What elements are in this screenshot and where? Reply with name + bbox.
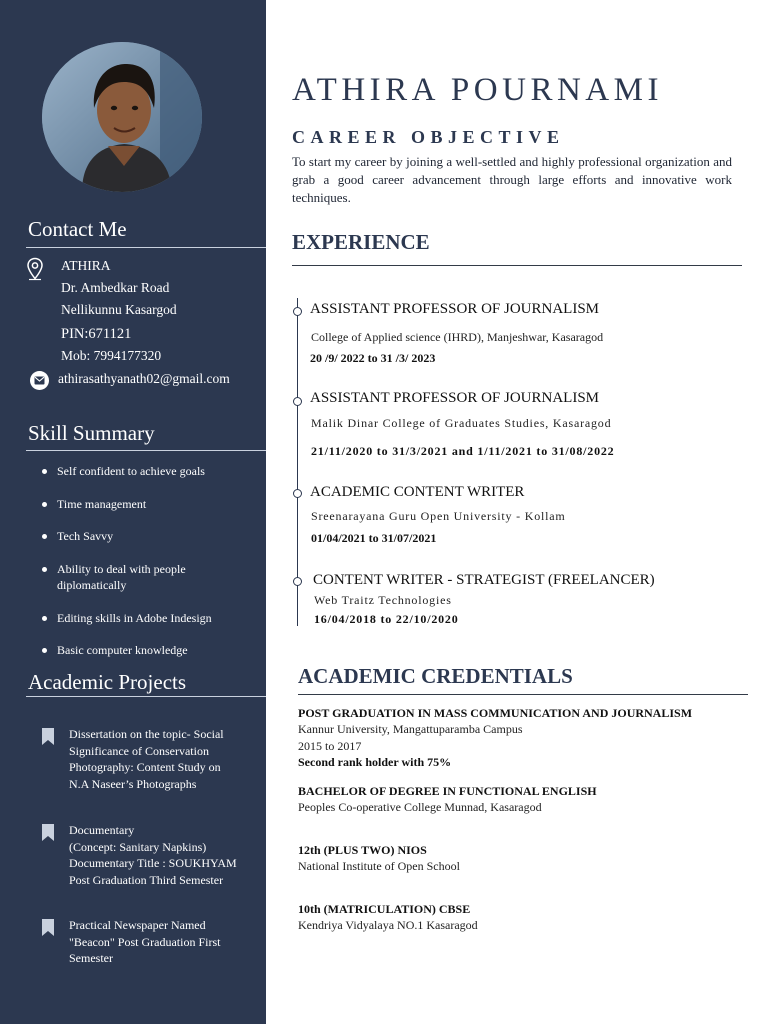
job-organization: Malik Dinar College of Graduates Studies, Kasaragod <box>311 416 612 430</box>
job-dates: 01/04/2021 to 31/07/2021 <box>311 531 437 545</box>
candidate-name: ATHIRA POURNAMI <box>292 72 663 108</box>
timeline-dot <box>293 489 302 498</box>
address-line-2: Nellikunnu Kasargod <box>61 302 177 317</box>
credential-title: 10th (MATRICULATION) CBSE <box>298 902 471 916</box>
objective-heading: CAREER OBJECTIVE <box>292 127 565 147</box>
credential-title: 12th (PLUS TWO) NIOS <box>298 843 427 857</box>
credential-note: Second rank holder with 75% <box>298 755 452 769</box>
credentials-divider <box>298 694 748 695</box>
project-item <box>40 822 262 888</box>
experience-divider <box>292 265 742 266</box>
contact-heading: Contact Me <box>28 217 127 241</box>
skill-item: Basic computer knowledge <box>40 642 260 659</box>
contact-name: ATHIRA <box>61 258 111 273</box>
job-title: ACADEMIC CONTENT WRITER <box>310 484 525 500</box>
job-title: ASSISTANT PROFESSOR OF JOURNALISM <box>310 301 600 317</box>
skill-item: Tech Savvy <box>40 528 260 545</box>
job-organization: Sreenarayana Guru Open University - Kollam <box>311 509 566 523</box>
email-icon <box>30 371 49 390</box>
timeline-dot <box>293 577 302 586</box>
location-pin-icon <box>26 257 44 281</box>
project-item <box>40 726 262 792</box>
skill-item: Editing skills in Adobe Indesign <box>40 610 260 627</box>
credential-title: BACHELOR OF DEGREE IN FUNCTIONAL ENGLISH <box>298 784 597 798</box>
project-item <box>40 917 262 967</box>
project-description: Documentary (Concept: Sanitary Napkins) Documentary Title : SOUKHYAM Post Graduation Third Semester <box>69 823 237 887</box>
credential-years: 2015 to 2017 <box>298 739 362 753</box>
credential-institution: National Institute of Open School <box>298 859 460 873</box>
profile-photo <box>42 42 202 192</box>
projects-heading: Academic Projects <box>28 670 187 694</box>
bookmark-icon <box>42 919 54 936</box>
job-dates: 16/04/2018 to 22/10/2020 <box>314 612 459 626</box>
skill-item: Time management <box>40 496 260 513</box>
credential-institution: Peoples Co-operative College Munnad, Kasaragod <box>298 800 542 814</box>
project-description: Practical Newspaper Named "Beacon" Post Graduation First Semester <box>69 918 221 965</box>
contact-divider <box>26 247 266 248</box>
sidebar <box>0 0 266 1024</box>
skills-list <box>40 463 260 659</box>
job-dates: 20 /9/ 2022 to 31 /3/ 2023 <box>310 351 436 365</box>
experience-heading: EXPERIENCE <box>292 230 430 254</box>
bookmark-icon <box>42 824 54 841</box>
credential-institution: Kendriya Vidyalaya NO.1 Kasaragod <box>298 918 478 932</box>
objective-text: To start my career by joining a well-settled and highly professional organization and grab a good career advancement through large efforts and innovative work techniques. <box>292 154 732 205</box>
timeline-dot <box>293 307 302 316</box>
credential-institution: Kannur University, Mangattuparamba Campus <box>298 722 523 736</box>
job-organization: College of Applied science (IHRD), Manjeshwar, Kasaragod <box>311 330 604 344</box>
address-line-1: Dr. Ambedkar Road <box>61 280 170 295</box>
skills-divider <box>26 450 266 451</box>
skills-heading: Skill Summary <box>28 421 155 445</box>
projects-divider <box>26 696 266 697</box>
bookmark-icon <box>42 728 54 745</box>
skill-item: Self confident to achieve goals <box>40 463 260 480</box>
mobile-number: Mob: 7994177320 <box>61 348 162 363</box>
job-dates: 21/11/2020 to 31/3/2021 and 1/11/2021 to 31/08/2022 <box>311 444 615 458</box>
timeline-dot <box>293 397 302 406</box>
job-title: CONTENT WRITER - STRATEGIST (FREELANCER) <box>313 572 655 588</box>
pin-code: PIN:671121 <box>61 326 132 342</box>
email-address[interactable]: athirasathyanath02@gmail.com <box>58 371 230 386</box>
credential-title: POST GRADUATION IN MASS COMMUNICATION AND JOURNALISM <box>298 706 693 720</box>
credentials-heading: ACADEMIC CREDENTIALS <box>298 664 573 688</box>
skill-item: Ability to deal with people diplomatically <box>40 561 200 594</box>
job-organization: Web Traitz Technologies <box>314 593 452 607</box>
project-description: Dissertation on the topic- Social Significance of Conservation Photography: Content Study on N.A Naseer’s Photographs <box>69 727 224 791</box>
job-title: ASSISTANT PROFESSOR OF JOURNALISM <box>310 390 600 406</box>
